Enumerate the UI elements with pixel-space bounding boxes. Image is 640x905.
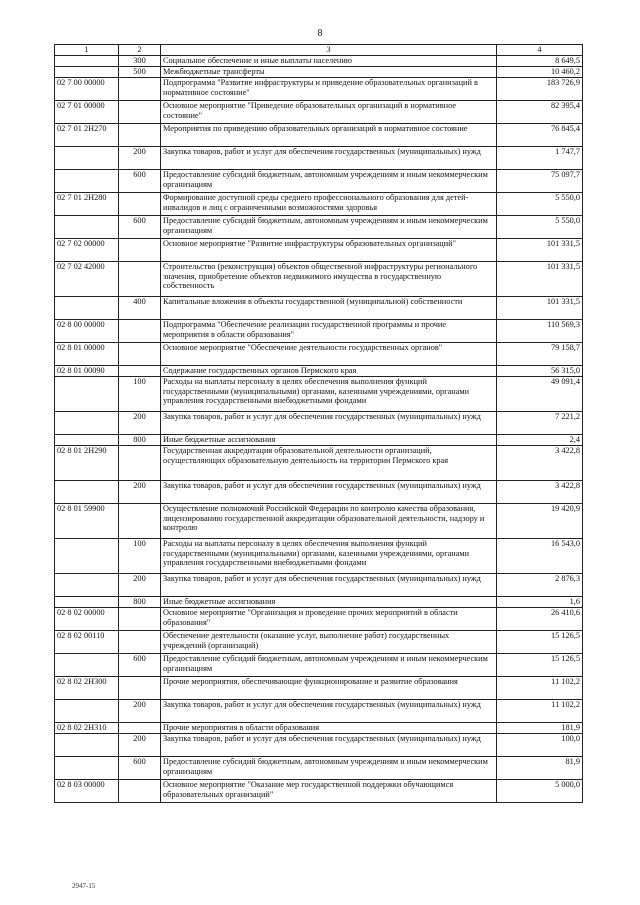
amount-cell: 110 569,3 (497, 320, 583, 343)
footer-document-code: 2947-15 (72, 882, 96, 890)
classification-code-cell: 02 8 03 00000 (55, 780, 119, 803)
amount-cell: 79 158,7 (497, 343, 583, 366)
classification-code-cell: 02 8 00 00000 (55, 320, 119, 343)
table-row (55, 481, 583, 504)
expense-type-cell (119, 723, 161, 734)
table-row (55, 597, 583, 608)
expense-type-cell: 600 (119, 216, 161, 239)
expense-type-cell: 500 (119, 67, 161, 78)
amount-cell: 16 543,0 (497, 539, 583, 574)
amount-cell: 100,0 (497, 734, 583, 757)
expense-type-cell: 600 (119, 757, 161, 780)
table-row (55, 412, 583, 435)
table-row (55, 67, 583, 78)
table-row (55, 239, 583, 262)
description-cell: Закупка товаров, работ и услуг для обеспечения государственных (муниципальных) нужд (161, 700, 497, 723)
amount-cell: 8 649,5 (497, 56, 583, 67)
classification-code-cell: 02 8 02 2Н310 (55, 723, 119, 734)
description-cell: Мероприятия по приведению образовательных организаций в нормативное состояние (161, 124, 497, 147)
classification-code-cell (55, 216, 119, 239)
classification-code-cell (55, 574, 119, 597)
description-cell: Содержание государственных органов Пермского края (161, 366, 497, 377)
description-cell: Расходы на выплаты персоналу в целях обеспечения выполнения функций государственными (муниципальными) органами, казенными учреждениями, органами управления государственными внебюджетными фондами (161, 377, 497, 412)
table-row (55, 608, 583, 631)
description-cell: Прочие мероприятия в области образования (161, 723, 497, 734)
classification-code-cell (55, 539, 119, 574)
classification-code-cell: 02 7 02 42000 (55, 262, 119, 297)
classification-code-cell: 02 8 01 00090 (55, 366, 119, 377)
amount-cell: 3 422,8 (497, 481, 583, 504)
table-row (55, 124, 583, 147)
amount-cell: 181,9 (497, 723, 583, 734)
description-cell: Основное мероприятие "Организация и проведение прочих мероприятий в области образования" (161, 608, 497, 631)
amount-cell: 49 091,4 (497, 377, 583, 412)
table-row (55, 435, 583, 446)
column-header-2: 2 (119, 45, 161, 56)
classification-code-cell: 02 8 02 2Н300 (55, 677, 119, 700)
classification-code-cell: 02 7 01 2Н280 (55, 193, 119, 216)
table-row (55, 780, 583, 803)
amount-cell: 3 422,8 (497, 446, 583, 481)
description-cell: Подпрограмма "Развитие инфраструктуры и приведение образовательных организаций в нормативное состояние" (161, 78, 497, 101)
expense-type-cell: 200 (119, 412, 161, 435)
table-row (55, 377, 583, 412)
classification-code-cell: 02 8 02 00000 (55, 608, 119, 631)
column-header-3: 3 (161, 45, 497, 56)
description-cell: Государственная аккредитация образовательной деятельности организаций, осуществляющих образовательную деятельность на территории Пермского края (161, 446, 497, 481)
expense-type-cell (119, 78, 161, 101)
table-row (55, 654, 583, 677)
classification-code-cell (55, 654, 119, 677)
expense-type-cell: 800 (119, 597, 161, 608)
description-cell: Основное мероприятие "Обеспечение деятельности государственных органов" (161, 343, 497, 366)
amount-cell: 15 126,5 (497, 631, 583, 654)
description-cell: Строительство (реконструкция) объектов общественной инфраструктуры регионального значения, приобретение объектов недвижимого имущества в государственную собственность (161, 262, 497, 297)
expense-type-cell (119, 262, 161, 297)
classification-code-cell: 02 8 02 00110 (55, 631, 119, 654)
expense-type-cell: 300 (119, 56, 161, 67)
description-cell: Предоставление субсидий бюджетным, автономным учреждениям и иным некоммерческим организациям (161, 170, 497, 193)
expense-type-cell (119, 101, 161, 124)
classification-code-cell: 02 8 01 2Н290 (55, 446, 119, 481)
column-header-1: 1 (55, 45, 119, 56)
classification-code-cell (55, 597, 119, 608)
table-row (55, 504, 583, 539)
description-cell: Иные бюджетные ассигнования (161, 597, 497, 608)
page-number: 8 (317, 28, 323, 39)
amount-cell: 101 331,5 (497, 297, 583, 320)
description-cell: Осуществление полномочий Российской Федерации по контролю качества образования, лицензированию государственной аккредитации образовательной деятельности, надзору и контролю (161, 504, 497, 539)
amount-cell: 7 221,2 (497, 412, 583, 435)
classification-code-cell (55, 377, 119, 412)
classification-code-cell: 02 7 01 00000 (55, 101, 119, 124)
description-cell: Закупка товаров, работ и услуг для обеспечения государственных (муниципальных) нужд (161, 481, 497, 504)
classification-code-cell (55, 481, 119, 504)
expense-type-cell (119, 608, 161, 631)
expense-type-cell: 600 (119, 170, 161, 193)
description-cell: Межбюджетные трансферты (161, 67, 497, 78)
description-cell: Иные бюджетные ассигнования (161, 435, 497, 446)
amount-cell: 2,4 (497, 435, 583, 446)
classification-code-cell (55, 170, 119, 193)
amount-cell: 56 315,0 (497, 366, 583, 377)
table-row (55, 320, 583, 343)
amount-cell: 101 331,5 (497, 262, 583, 297)
amount-cell: 26 410,6 (497, 608, 583, 631)
table-row (55, 56, 583, 67)
table-row (55, 193, 583, 216)
amount-cell: 1 747,7 (497, 147, 583, 170)
description-cell: Основное мероприятие "Развитие инфраструктуры образовательных организаций" (161, 239, 497, 262)
table-row (55, 147, 583, 170)
table-body (55, 56, 583, 803)
expense-type-cell (119, 504, 161, 539)
amount-cell: 5 550,0 (497, 216, 583, 239)
classification-code-cell (55, 757, 119, 780)
classification-code-cell: 02 7 02 00000 (55, 239, 119, 262)
amount-cell: 10 460,2 (497, 67, 583, 78)
expense-type-cell (119, 239, 161, 262)
expense-type-cell (119, 446, 161, 481)
table-row (55, 262, 583, 297)
description-cell: Закупка товаров, работ и услуг для обеспечения государственных (муниципальных) нужд (161, 734, 497, 757)
description-cell: Закупка товаров, работ и услуг для обеспечения государственных (муниципальных) нужд (161, 147, 497, 170)
table-row (55, 723, 583, 734)
description-cell: Расходы на выплаты персоналу в целях обеспечения выполнения функций государственными (муниципальными) органами, казенными учреждениями, органами управления государственными внебюджетными фондами (161, 539, 497, 574)
expense-type-cell: 600 (119, 654, 161, 677)
table-row (55, 297, 583, 320)
table-row (55, 170, 583, 193)
classification-code-cell (55, 147, 119, 170)
classification-code-cell: 02 7 01 2Н270 (55, 124, 119, 147)
amount-cell: 183 726,9 (497, 78, 583, 101)
expense-type-cell: 200 (119, 734, 161, 757)
amount-cell: 101 331,5 (497, 239, 583, 262)
expense-type-cell: 200 (119, 700, 161, 723)
table-row (55, 101, 583, 124)
expense-type-cell: 100 (119, 377, 161, 412)
amount-cell: 75 097,7 (497, 170, 583, 193)
description-cell: Предоставление субсидий бюджетным, автономным учреждениям и иным некоммерческим организациям (161, 216, 497, 239)
table-header-row (55, 45, 583, 56)
description-cell: Капитальные вложения в объекты государственной (муниципальной) собственности (161, 297, 497, 320)
description-cell: Формирование доступной среды среднего профессионального образования для детей-инвалидов и лиц с ограниченными возможностями здоровья (161, 193, 497, 216)
amount-cell: 5 000,0 (497, 780, 583, 803)
table-row (55, 539, 583, 574)
classification-code-cell (55, 297, 119, 320)
expense-type-cell: 200 (119, 147, 161, 170)
description-cell: Подпрограмма "Обеспечение реализации государственной программы и прочие мероприятия в области образования" (161, 320, 497, 343)
amount-cell: 81,9 (497, 757, 583, 780)
amount-cell: 15 126,5 (497, 654, 583, 677)
description-cell: Закупка товаров, работ и услуг для обеспечения государственных (муниципальных) нужд (161, 412, 497, 435)
description-cell: Предоставление субсидий бюджетным, автономным учреждениям и иным некоммерческим организациям (161, 757, 497, 780)
expense-type-cell: 800 (119, 435, 161, 446)
description-cell: Основное мероприятие "Оказание мер государственной поддержки обучающимся образовательных организаций" (161, 780, 497, 803)
description-cell: Основное мероприятие "Приведение образовательных организаций в нормативное состояние" (161, 101, 497, 124)
column-header-4: 4 (497, 45, 583, 56)
budget-table (54, 44, 583, 803)
classification-code-cell: 02 8 01 00000 (55, 343, 119, 366)
classification-code-cell (55, 734, 119, 757)
expense-type-cell (119, 124, 161, 147)
expense-type-cell (119, 677, 161, 700)
table-row (55, 343, 583, 366)
amount-cell: 82 395,4 (497, 101, 583, 124)
classification-code-cell (55, 412, 119, 435)
amount-cell: 5 550,0 (497, 193, 583, 216)
table-row (55, 446, 583, 481)
expense-type-cell (119, 343, 161, 366)
expense-type-cell: 200 (119, 481, 161, 504)
expense-type-cell: 400 (119, 297, 161, 320)
classification-code-cell: 02 7 00 00000 (55, 78, 119, 101)
amount-cell: 76 845,4 (497, 124, 583, 147)
table-row (55, 78, 583, 101)
table-row (55, 366, 583, 377)
expense-type-cell (119, 366, 161, 377)
description-cell: Социальное обеспечение и иные выплаты населению (161, 56, 497, 67)
classification-code-cell (55, 56, 119, 67)
amount-cell: 11 102,2 (497, 677, 583, 700)
description-cell: Закупка товаров, работ и услуг для обеспечения государственных (муниципальных) нужд (161, 574, 497, 597)
amount-cell: 11 102,2 (497, 700, 583, 723)
table-row (55, 677, 583, 700)
expense-type-cell: 200 (119, 574, 161, 597)
expense-type-cell (119, 193, 161, 216)
description-cell: Предоставление субсидий бюджетным, автономным учреждениям и иным некоммерческим организациям (161, 654, 497, 677)
classification-code-cell (55, 700, 119, 723)
classification-code-cell (55, 435, 119, 446)
expense-type-cell (119, 320, 161, 343)
classification-code-cell: 02 8 01 59900 (55, 504, 119, 539)
description-cell: Обеспечение деятельности (оказание услуг, выполнение работ) государственных учреждений (организаций) (161, 631, 497, 654)
description-cell: Прочие мероприятия, обеспечивающие функционирование и развитие образования (161, 677, 497, 700)
table-row (55, 734, 583, 757)
expense-type-cell (119, 780, 161, 803)
table-row (55, 757, 583, 780)
table-row (55, 700, 583, 723)
expense-type-cell (119, 631, 161, 654)
amount-cell: 19 420,9 (497, 504, 583, 539)
expense-type-cell: 100 (119, 539, 161, 574)
amount-cell: 1,6 (497, 597, 583, 608)
table-row (55, 574, 583, 597)
classification-code-cell (55, 67, 119, 78)
table-row (55, 631, 583, 654)
amount-cell: 2 876,3 (497, 574, 583, 597)
table-row (55, 216, 583, 239)
